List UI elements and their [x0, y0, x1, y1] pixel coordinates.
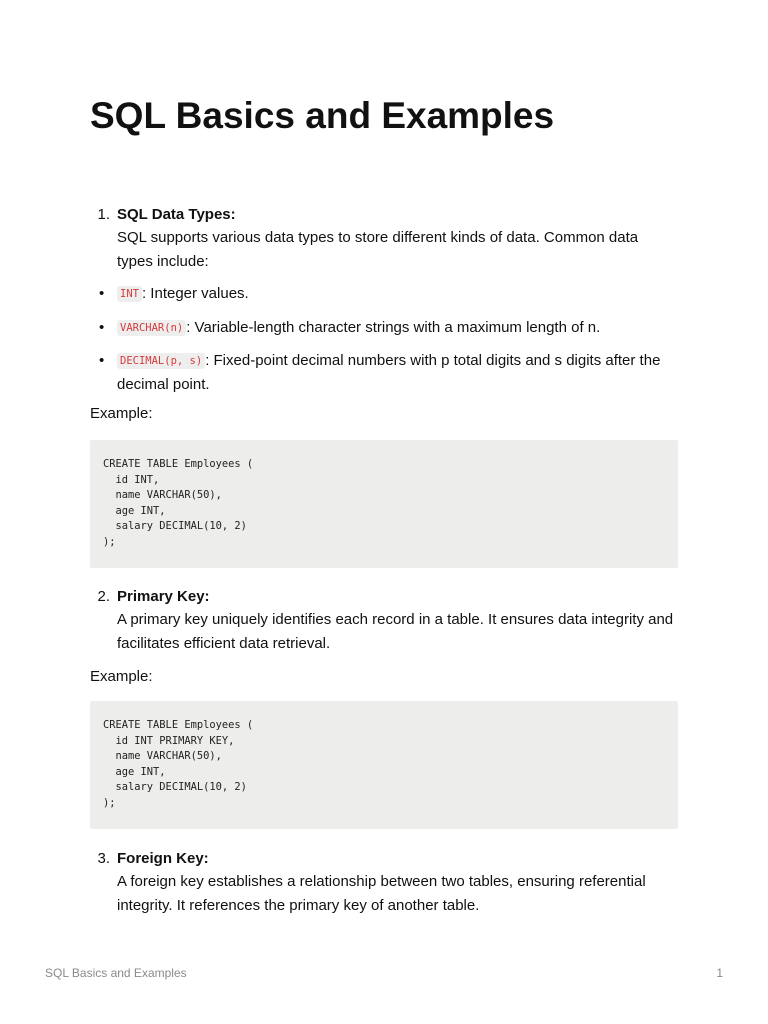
inline-code: INT [117, 286, 142, 302]
bullet-item [90, 316, 678, 340]
code-block-wrapper [90, 701, 678, 829]
item-text: A primary key uniquely identifies each record in a table. It ensures data integrity and facilitates efficient data retrieval. [117, 611, 674, 652]
code-block[interactable]: CREATE TABLE Employees ( id INT PRIMARY KEY, name VARCHAR(50), age INT, salary DECIMAL(10, 2) ); [90, 701, 678, 829]
footer-title: SQL Basics and Examples [45, 966, 187, 980]
bullet-item [90, 349, 678, 397]
section-primary-key [90, 585, 678, 655]
item-heading: Primary Key: [117, 588, 210, 605]
page-title: SQL Basics and Examples [90, 95, 555, 136]
code-block[interactable]: CREATE TABLE Employees ( id INT, name VARCHAR(50), age INT, salary DECIMAL(10, 2) ); [90, 440, 678, 568]
item-number: 1. [97, 206, 110, 223]
item-heading: Foreign Key: [117, 850, 209, 867]
inline-code: VARCHAR(n) [117, 320, 186, 336]
bullet-dot: • [99, 352, 105, 370]
section-foreign-key [90, 847, 678, 917]
example-label: Example: [90, 405, 153, 422]
item-number: 2. [97, 588, 110, 605]
item-text: A foreign key establishes a relationship between two tables, ensuring referential integrity. It references the primary key of another table. [117, 873, 646, 914]
bullet-dot: • [99, 285, 105, 303]
numbered-item [90, 203, 678, 273]
inline-code: DECIMAL(p, s) [117, 353, 205, 369]
numbered-item [90, 585, 678, 655]
bullet-text: : Fixed-point decimal numbers with p total digits and s digits after the decimal point. [117, 352, 661, 394]
code-block-wrapper [90, 440, 678, 568]
page-number: 1 [716, 966, 723, 980]
item-text: SQL supports various data types to store different kinds of data. Common data types include: [117, 229, 639, 270]
bullet-item [90, 282, 678, 306]
numbered-item [90, 847, 678, 917]
bullet-dot: • [99, 318, 105, 336]
bullet-text: : Integer values. [141, 285, 249, 303]
item-heading: SQL Data Types: [117, 206, 236, 223]
example-label: Example: [90, 668, 153, 685]
section-data-types [90, 203, 678, 397]
item-number: 3. [97, 850, 110, 867]
bullet-text: : Variable-length character strings with a maximum length of n. [186, 318, 601, 336]
